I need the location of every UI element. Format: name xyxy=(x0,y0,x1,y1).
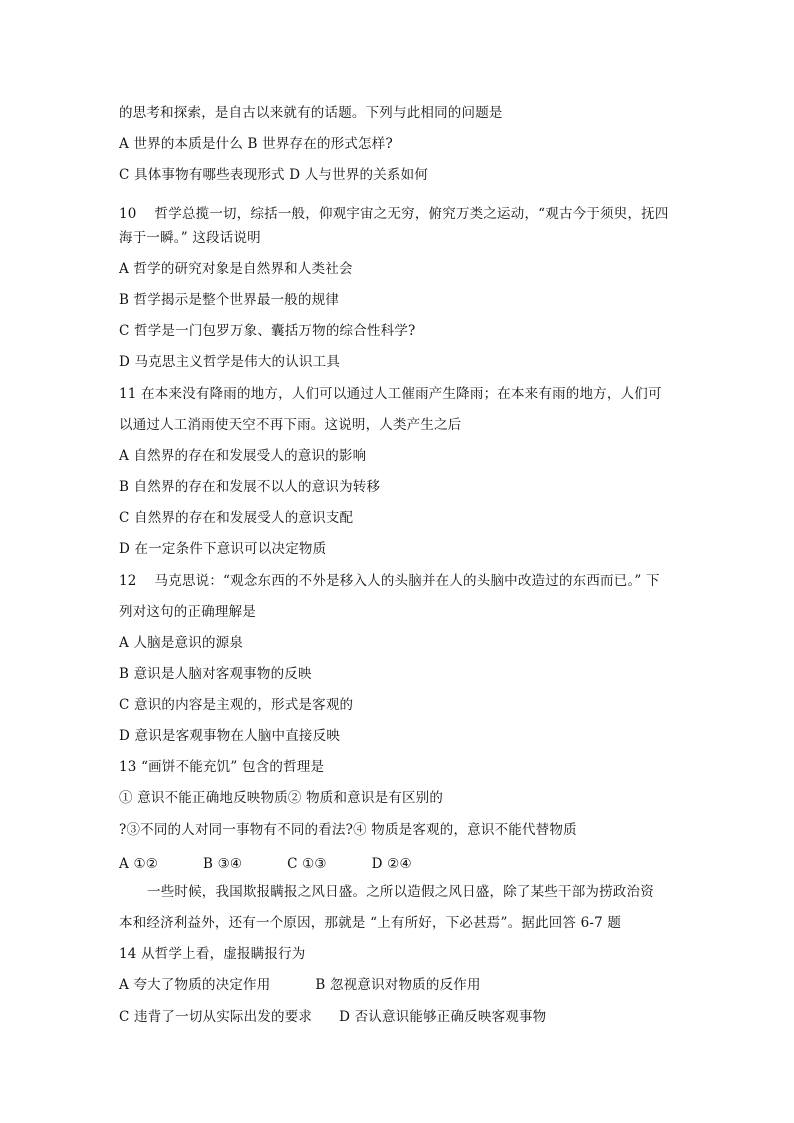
option-line: D 意识是客观事物在人脑中直接反映 xyxy=(119,728,341,744)
option-line: C 具体事物有哪些表现形式 D 人与世界的关系如何 xyxy=(119,167,429,183)
question-10: 10 哲学总揽一切，综括一般，仰观宇宙之无穷，俯究万类之运动，“观古今于须臾，抚四 xyxy=(119,206,669,222)
text-line: 海于一瞬。” 这段话说明 xyxy=(119,230,261,246)
option-line: C 违背了一切从实际出发的要求 D 否认意识能够正确反映客观事物 xyxy=(119,1009,547,1025)
question-14: 14 从哲学上看，虚报瞒报行为 xyxy=(119,946,306,962)
option-line: C 自然界的存在和发展受人的意识支配 xyxy=(119,510,354,526)
question-11: 11 在本来没有降雨的地方，人们可以通过人工催雨产生降雨；在本来有雨的地方，人们可 xyxy=(119,386,662,402)
option-line: D 在一定条件下意识可以决定物质 xyxy=(119,541,327,557)
option-line: A 世界的本质是什么 B 世界存在的形式怎样? xyxy=(119,136,393,152)
text-line: 本和经济利益外，还有一个原因，那就是 “上有所好，下必甚焉”。据此回答 6-7 题 xyxy=(119,915,622,931)
option-line: A 人脑是意识的源泉 xyxy=(119,635,244,651)
option-line: C 意识的内容是主观的，形式是客观的 xyxy=(119,697,354,713)
option-line: B 自然界的存在和发展不以人的意识为转移 xyxy=(119,479,381,495)
option-line: B 意识是人脑对客观事物的反映 xyxy=(119,666,312,682)
question-13: 13 “画饼不能充饥” 包含的哲理是 xyxy=(119,759,325,775)
option-line: B 哲学揭示是整个世界最一般的规律 xyxy=(119,292,340,308)
option-line: A ①② B ③④ C ①③ D ②④ xyxy=(119,856,412,872)
text-line: 以通过人工消雨使天空不再下雨。这说明，人类产生之后 xyxy=(119,417,462,433)
option-line: A 哲学的研究对象是自然界和人类社会 xyxy=(119,261,353,277)
option-line: A 自然界的存在和发展受人的意识的影响 xyxy=(119,448,367,464)
text-line: 列对这句的正确理解是 xyxy=(119,604,256,620)
question-12: 12 马克思说：“观念东西的不外是移入人的头脑并在人的头脑中改造过的东西而已。” 下 xyxy=(119,573,660,589)
material-paragraph: 一些时候，我国欺报瞒报之风日盛。之所以造假之风日盛，除了某些干部为捞政治资 xyxy=(147,884,654,900)
option-line: D 马克思主义哲学是伟大的认识工具 xyxy=(119,354,341,370)
option-line: A 夸大了物质的决定作用 B 忽视意识对物质的反作用 xyxy=(119,977,481,993)
statement-line: ① 意识不能正确地反映物质② 物质和意识是有区别的 xyxy=(119,790,444,806)
text-line: 的思考和探索，是自古以来就有的话题。下列与此相同的问题是 xyxy=(119,105,503,121)
option-line: C 哲学是一门包罗万象、囊括万物的综合性科学? xyxy=(119,323,416,339)
statement-line: ?③不同的人对同一事物有不同的看法?④ 物质是客观的，意识不能代替物质 xyxy=(119,822,577,838)
